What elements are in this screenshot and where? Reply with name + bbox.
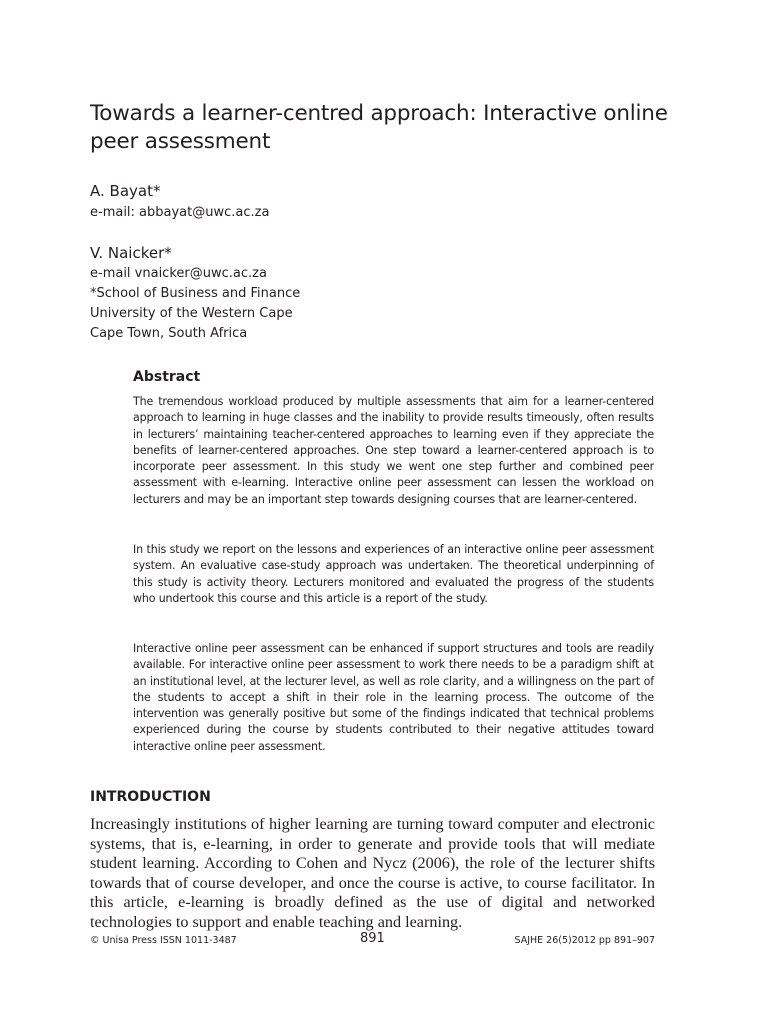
affiliation-university: University of the Western Cape: [90, 306, 293, 321]
affiliation-school: *School of Business and Finance: [90, 286, 301, 301]
affiliation-city: Cape Town, South Africa: [90, 326, 248, 341]
introduction-paragraph: Increasingly institutions of higher learning are turning toward computer and electronic systems, that is, e-learning, in order to generate and provide tools that will mediate student learning. According to Cohen and Nycz (2006), the role of the lecturer shifts towards that of course developer, and once the course is active, to course facilitator. In this article, e-learning is broadly defined as the use of digital and networked technologies to support and enable teaching and learning.: [90, 815, 655, 931]
author-email-bayat: e-mail: abbayat@uwc.ac.za: [90, 205, 270, 220]
author-name-naicker: V. Naicker*: [90, 244, 172, 262]
abstract-heading: Abstract: [133, 369, 201, 385]
footer-publisher: © Unisa Press ISSN 1011-3487: [90, 935, 237, 946]
page-number: 891: [360, 931, 385, 946]
author-name-bayat: A. Bayat*: [90, 182, 161, 200]
abstract-paragraph-2: In this study we report on the lessons and experiences of an interactive online peer assessment system. An evaluative case-study approach was undertaken. The theoretical underpinning of this study is activity theory. Lecturers monitored and evaluated the progress of the students who undertook this course and this article is a report of the study.: [133, 543, 654, 605]
author-email-naicker: e-mail vnaicker@uwc.ac.za: [90, 266, 267, 281]
abstract-paragraph-3: Interactive online peer assessment can be enhanced if support structures and tools are readily available. For interactive online peer assessment to work there needs to be a paradigm shift at an institutional level, at the lecturer level, as well as role clarity, and a willingness on the part of the students to accept a shift in their role in the learning process. The outcome of the intervention was generally positive but some of the findings indicated that technical problems experienced during the course by students contributed to their negative attitudes toward interactive online peer assessment.: [133, 642, 654, 753]
abstract-paragraph-1: The tremendous workload produced by multiple assessments that aim for a learner-centered approach to learning in huge classes and the inability to provide results timeously, often results in lecturers’ maintaining teacher-centered approaches to learning even if they appreciate the benefits of learner-centered approaches. One step toward a learner-centered approach is to incorporate peer assessment. In this study we went one step further and combined peer assessment with e-learning. Interactive online peer assessment can lessen the workload on lecturers and may be an important step towards designing courses that are learner-centered.: [133, 395, 654, 506]
footer-journal-citation: SAJHE 26(5)2012 pp 891–907: [514, 935, 655, 946]
article-title: Towards a learner-centred approach: Interactive online peer assessment: [90, 101, 668, 154]
introduction-heading: INTRODUCTION: [90, 789, 211, 805]
